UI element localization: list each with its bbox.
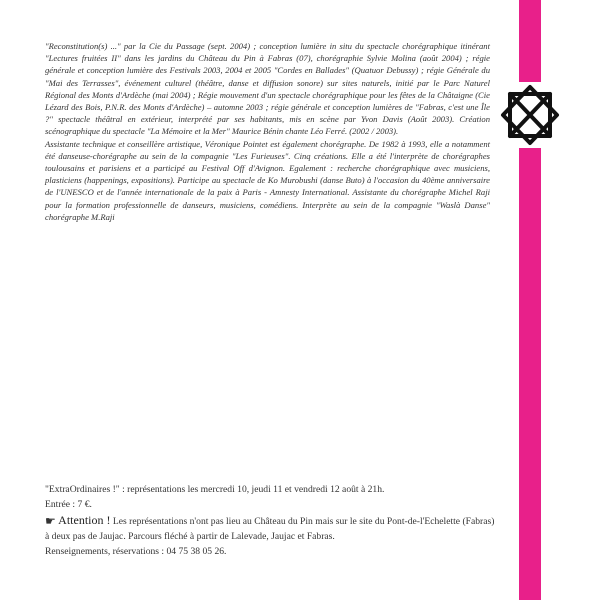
attention-text: Les représentations n'ont pas lieu au Château du Pin mais sur le site du Pont-de-l'Echelette (Fabras) à deux pas de Jaujac. Parcours fléché à partir de Lalevade, Jaujac et Fabras.: [45, 516, 495, 542]
attention-label: Attention !: [58, 513, 111, 527]
biography-text: [45, 40, 490, 223]
performance-dates: "ExtraOrdinaires !" : représentations les mercredi 10, jeudi 11 et vendredi 12 août à 21h.: [45, 484, 385, 495]
bio-paragraph-1: "Reconstitution(s) ..." par la Cie du Passage (sept. 2004) ; conception lumière in situ du spectacle chorégraphique itinérant "Lectures fruitées II" dans les jardins du Château du Pin à Fabras (07), chorégraphie Sylvie Molina (août 2004) ; régie générale et conception lumière des Festivals 2003, 2004 et 2005 "Cordes en Ballades" (Quatuor Debussy) ; régie Générale du "Mai des Terrasses", événement culturel (théâtre, danse et diffusion sonore) sur sites naturels, initié par le Parc Naturel Régional des Monts d'Ardèche (mai 2004) ; Régie mouvement d'un spectacle chorégraphique pour les fêtes de la Châtaigne (Cie Lézard des Bois, P.N.R. des Monts d'Ardèche) – automne 2003 ; régie générale et conception lumières de "Fabras, c'est une Île ?" spectacle théâtral en extérieur, interprété par ses habitants, mis en scène par Yvon Davis (Août 2003). Création scénographique du spectacle "La Mémoire et la Mer" Maurice Bénin chante Léo Ferré. (2002 / 2003).: [45, 41, 490, 137]
entry-price: Entrée : 7 €.: [45, 499, 92, 510]
event-info: [45, 482, 500, 559]
contact-phone: Renseignements, réservations : 04 75 38 05 26.: [45, 546, 227, 557]
pointing-hand-icon: ☛: [45, 514, 56, 528]
attention-notice: [45, 513, 500, 544]
diamond-logo-icon: [497, 82, 563, 148]
bio-paragraph-2: Assistante technique et conseillère artistique, Véronique Pointet est également chorégraphe. De 1982 à 1993, elle a notamment été danseuse-chorégraphe au sein de la compagnie "Les Furieuses". Cinq créations. Elle a été l'interprète de chorégraphes toulousains et parisiens et a participé au Festival Off d'Avignon. Egalement : recherche chorégraphique avec musiciens, plasticiens (happenings, expositions). Participe au spectacle de Ko Murobushi (danse Buto) à l'occasion du 40ème anniversaire de l'UNESCO et de l'année internationale de la paix à Paris - Amnesty International. Assistante du chorégraphe Michel Raji pour la formation professionnelle de danseurs, musiciens, comédiens. Interprète au sein de la compagnie "Waslà Danse" chorégraphe M.Raji: [45, 138, 490, 222]
